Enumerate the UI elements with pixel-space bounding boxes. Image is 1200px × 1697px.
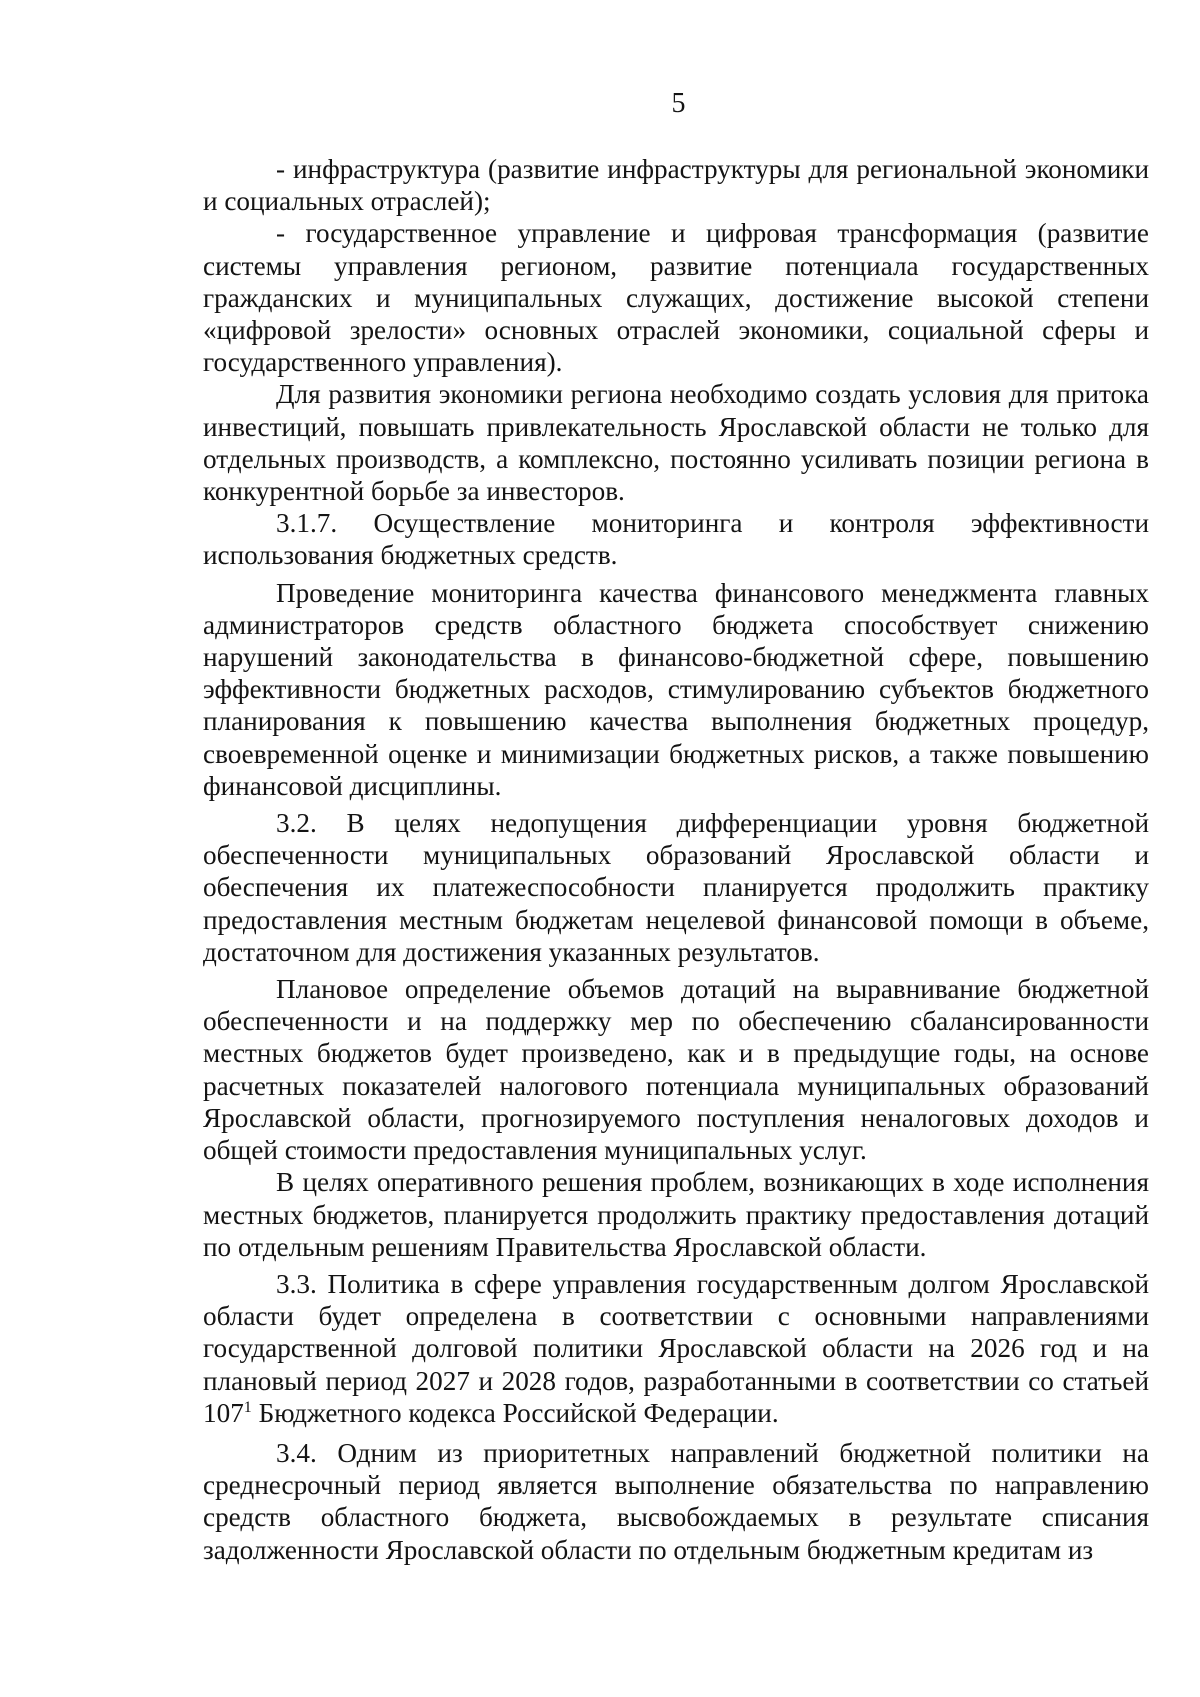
paragraph-operational-decisions: В целях оперативного решения проблем, возникающих в ходе исполнения местных бюджетов, планируется продолжить практику предоставления дотаций по отдельным решениям Правительства Ярославской области. <box>203 1167 1149 1262</box>
paragraph-3-2: 3.2. В целях недопущения дифференциации уровня бюджетной обеспеченности муниципальных образований Ярославской области и обеспечения их платежеспособности планируется продолжить практику предоставления местным бюджетам нецелевой финансовой помощи в объеме, достаточном для достижения указанных результатов. <box>203 808 1149 967</box>
paragraph-public-administration: - государственное управление и цифровая трансформация (развитие системы управления регионом, развитие потенциала государственных гражданских и муниципальных служащих, достижение высокой степени «цифровой зрелости» основных отраслей экономики, социальной сферы и государственного управления). <box>203 218 1149 378</box>
paragraph-subsidies: Плановое определение объемов дотаций на выравнивание бюджетной обеспеченности и на поддержку мер по обеспечению сбалансированности местных бюджетов будет произведено, как и в предыдущие годы, на основе расчетных показателей налогового потенциала муниципальных образований Ярославской области, прогнозируемого поступления неналоговых доходов и общей стоимости предоставления муниципальных услуг. <box>203 974 1149 1166</box>
paragraph-3-1-7: 3.1.7. Осуществление мониторинга и контроля эффективности использования бюджетных средств. <box>203 508 1149 571</box>
page-number: 5 <box>671 88 686 119</box>
paragraph-infrastructure: - инфраструктура (развитие инфраструктуры для региональной экономики и социальных отраслей); <box>203 154 1149 217</box>
paragraph-3-3-text: 3.3. Политика в сфере управления государственным долгом Ярославской области будет определена в соответствии с основными направлениями государственной долговой политики Ярославской области на 2026 год и на плановый период 2027 и 2028 годов, разработанными в соответствии со статьей 107 <box>203 1268 1149 1428</box>
paragraph-investment: Для развития экономики региона необходимо создать условия для притока инвестиций, повышать привлекательность Ярославской области не только для отдельных производств, а комплексно, постоянно усиливать позиции региона в конкурентной борьбе за инвесторов. <box>203 379 1149 507</box>
paragraph-3-4: 3.4. Одним из приоритетных направлений бюджетной политики на среднесрочный период является выполнение обязательства по направлению средств областного бюджета, высвобождаемых в результате списания задолженности Ярославской области по отдельным бюджетным кредитам из <box>203 1437 1149 1565</box>
paragraph-3-3-text-end: Бюджетного кодекса Российской Федерации. <box>251 1397 779 1428</box>
paragraph-3-3 <box>203 1268 1149 1429</box>
paragraph-financial-management: Проведение мониторинга качества финансового менеджмента главных администраторов средств областного бюджета способствует снижению нарушений законодательства в финансово-бюджетной сфере, повышению эффективности бюджетных расходов, стимулированию субъектов бюджетного планирования к повышению качества выполнения бюджетных процедур, своевременной оценке и минимизации бюджетных рисков, а также повышению финансовой дисциплины. <box>203 577 1149 801</box>
footnote-superscript: 1 <box>243 1398 252 1416</box>
document-body <box>203 153 1149 1566</box>
